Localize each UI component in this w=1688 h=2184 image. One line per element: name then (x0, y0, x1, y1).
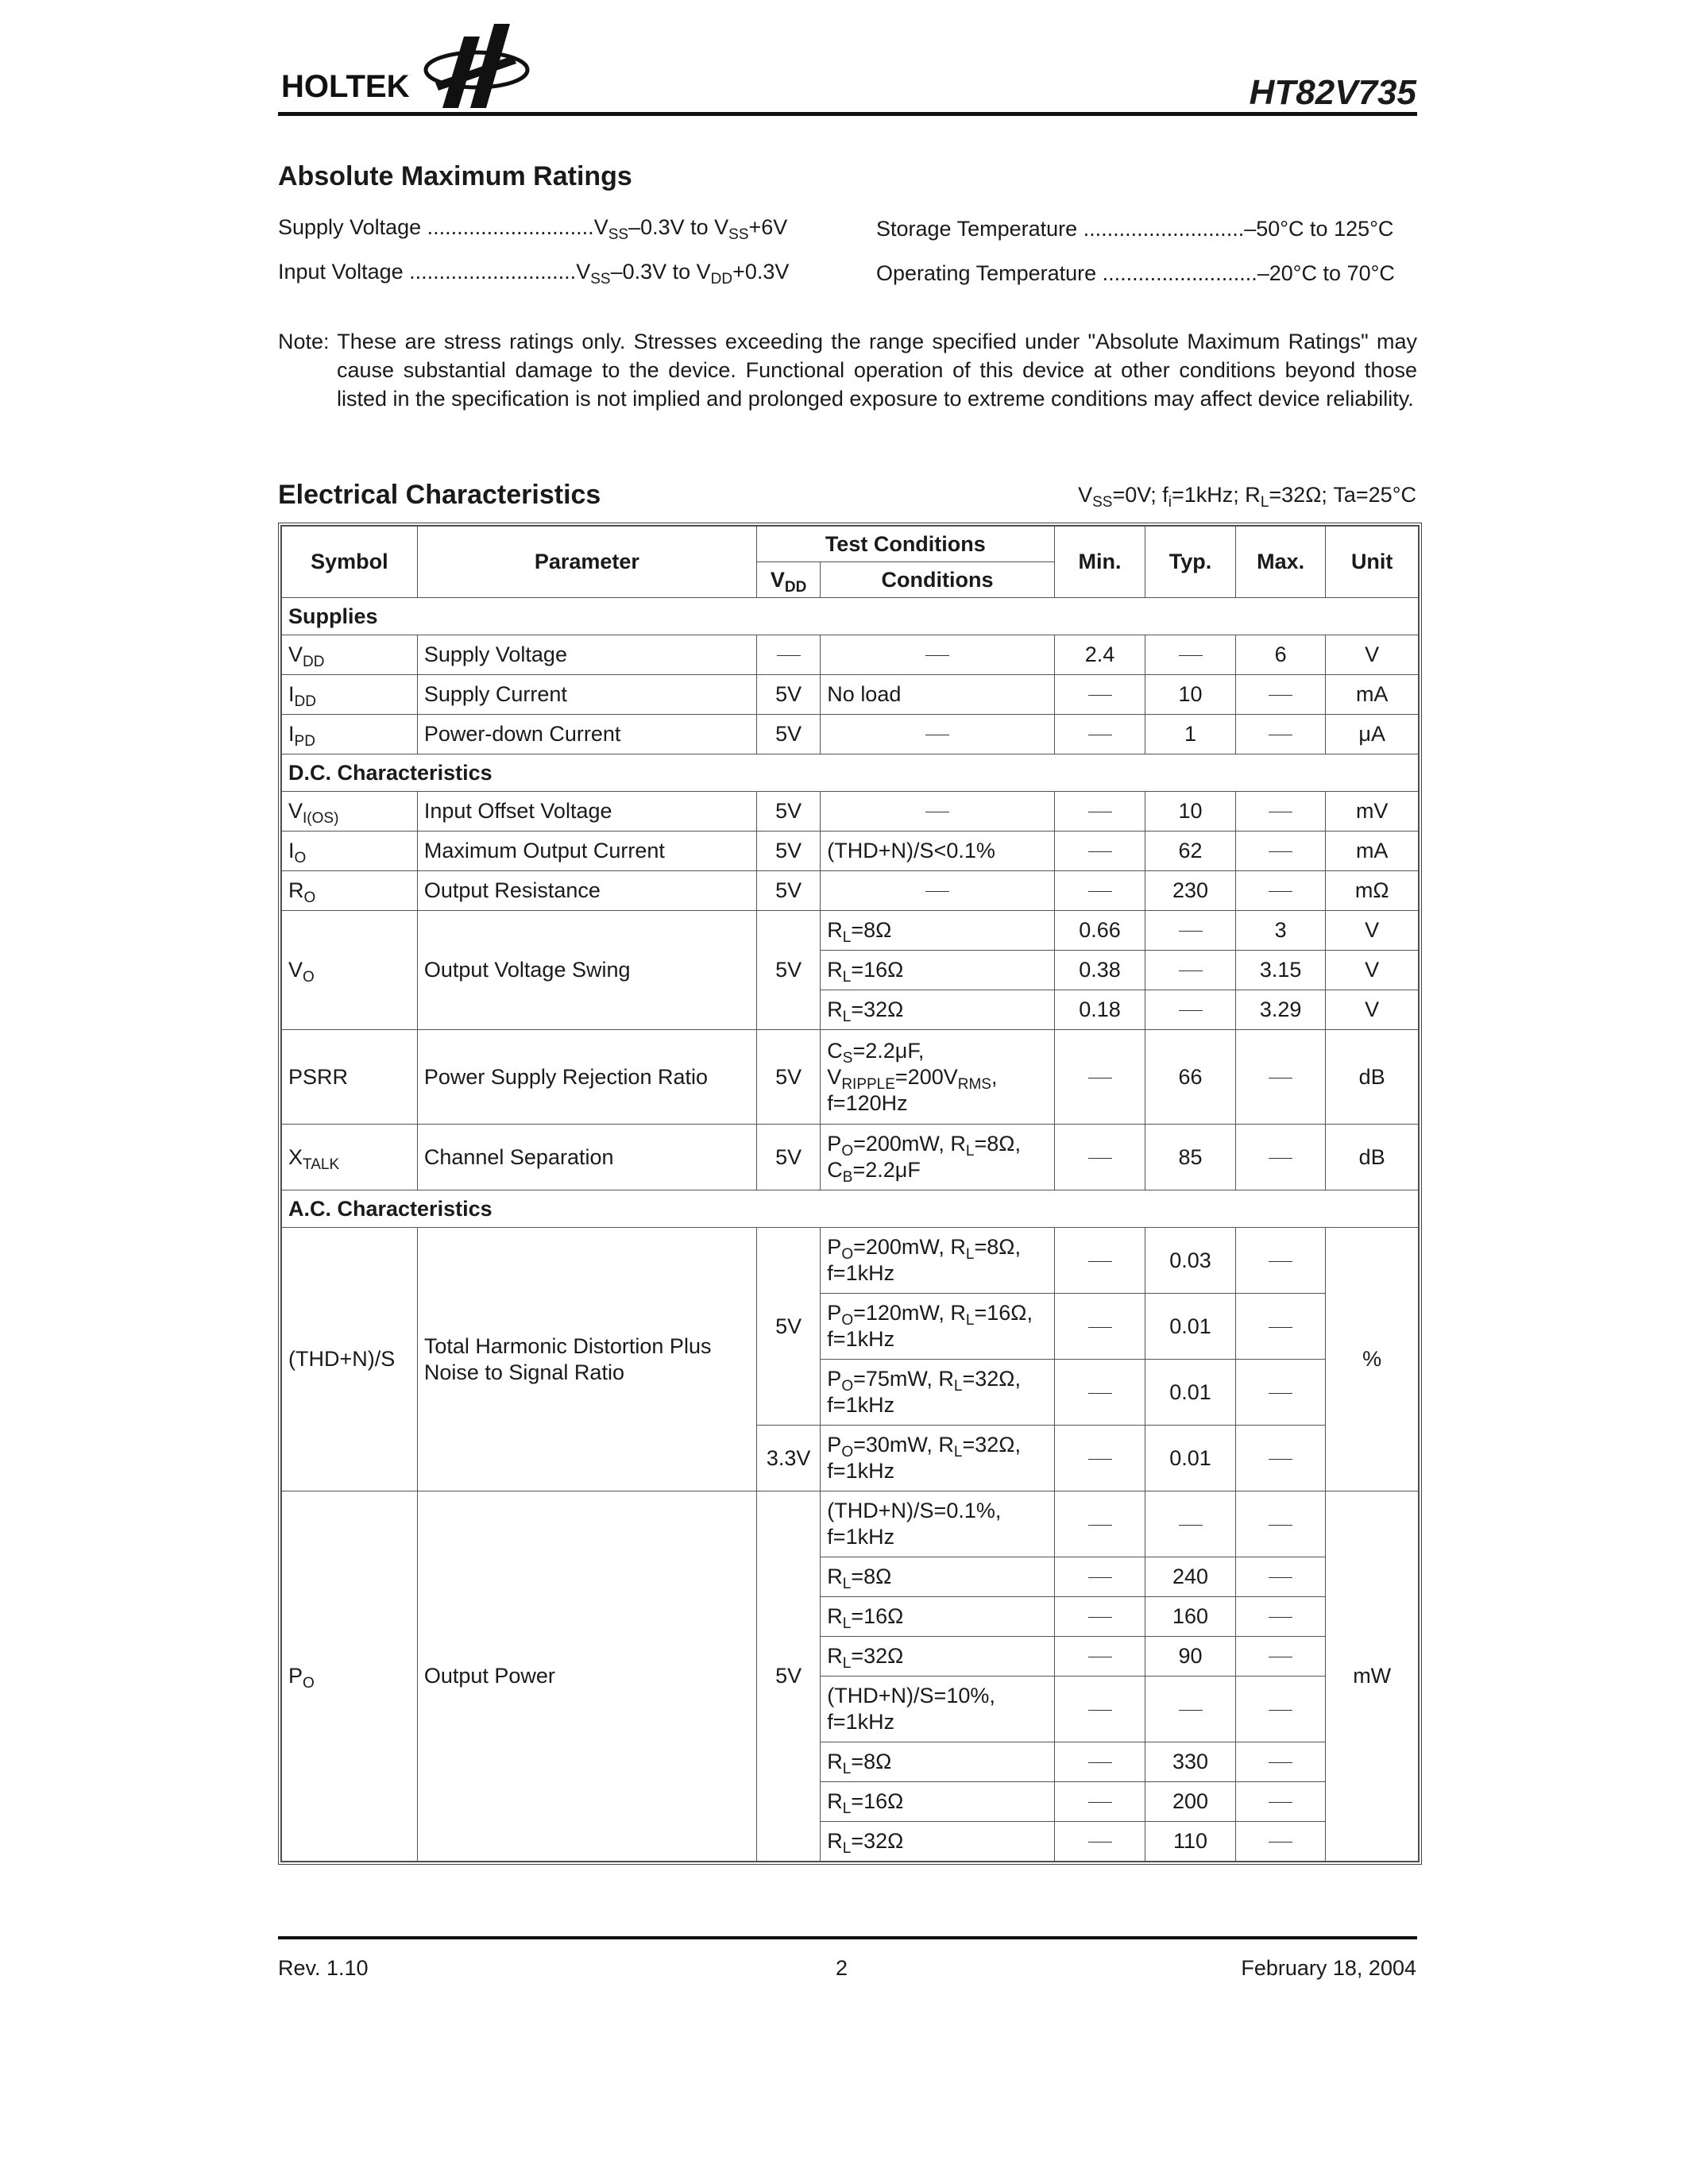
col-header-parameter: Parameter (417, 527, 756, 598)
max-cell: 6 (1235, 635, 1326, 675)
conditions-cell (821, 715, 1054, 754)
electrical-characteristics-table (278, 523, 1422, 1865)
condition-line: (THD+N)/S=10%, (827, 1684, 995, 1707)
dash-mark (1088, 1327, 1112, 1328)
max-cell (1235, 675, 1326, 715)
max-cell: 3.29 (1235, 990, 1326, 1030)
typ-cell: 0.01 (1145, 1426, 1236, 1491)
amr-supply-value: $V_{SS}-0.3V$ to $V_{SS}+6V$ (593, 215, 788, 243)
dash-mark (1269, 1525, 1292, 1526)
conditions-cell: (THD+N)/S<0.1% (821, 832, 1054, 871)
logo-wordmark: HOLTEK (281, 69, 410, 104)
dash-mark (1179, 1710, 1203, 1711)
dash-mark (1088, 891, 1112, 892)
dash-mark (1179, 970, 1203, 971)
symbol-cell: $V_{I(OS)}$ (282, 792, 418, 832)
typ-cell (1145, 990, 1236, 1030)
min-cell: 2.4 (1054, 635, 1145, 675)
dash-mark (1179, 655, 1203, 656)
part-number: HT82V735 (1249, 73, 1416, 112)
amr-operating-label: Operating Temperature .......................... (876, 261, 1257, 285)
typ-cell: 0.01 (1145, 1360, 1236, 1426)
typ-cell: 330 (1145, 1742, 1236, 1782)
ec-conditions: $V_{SS}=0V$; $f_i=1kHz$; $R_L=32\Omega$; Ta=25°C (1078, 483, 1416, 511)
stress-note-text: Note: These are stress ratings only. Stresses exceeding the range specified under "Absolute Maximum Ratings" may cause substantial damage to the device. Functional operation of this device at other conditions beyond those listed in the specification is not implied and prolonged exposure to extreme conditions may affect device reliability. (278, 330, 1417, 411)
max-cell: 3 (1235, 911, 1326, 951)
amr-storage-temperature (876, 217, 1393, 241)
condition-line: f=1kHz (827, 1459, 895, 1483)
amr-supply-voltage (278, 215, 788, 243)
condition-line: (THD+N)/S=0.1%, (827, 1499, 1002, 1522)
min-cell (1054, 1597, 1145, 1637)
dash-mark (1269, 1261, 1292, 1262)
dash-mark (777, 655, 801, 656)
max-cell (1235, 1782, 1326, 1822)
conditions-cell (821, 1294, 1054, 1360)
amr-operating-temperature (876, 261, 1395, 286)
conditions-cell: $R_L=8\Omega$ (821, 1557, 1054, 1597)
dash-mark (1269, 1710, 1292, 1711)
unit-cell: V (1326, 990, 1419, 1030)
dash-mark (1269, 695, 1292, 696)
section-header: D.C. Characteristics (282, 754, 1419, 792)
col-header-min: Min. (1054, 527, 1145, 598)
dash-mark (925, 655, 949, 656)
unit-cell: % (1326, 1228, 1419, 1491)
min-cell (1054, 1125, 1145, 1190)
typ-cell: 66 (1145, 1030, 1236, 1125)
min-cell: 0.66 (1054, 911, 1145, 951)
max-cell (1235, 1426, 1326, 1491)
conditions-cell (821, 1677, 1054, 1742)
symbol-cell: $X_{TALK}$ (282, 1125, 418, 1190)
dash-mark (1088, 1525, 1112, 1526)
table-row (282, 871, 1419, 911)
vdd-cell: 5V (756, 871, 820, 911)
condition-line: f=1kHz (827, 1261, 895, 1285)
typ-cell: 200 (1145, 1782, 1236, 1822)
max-cell (1235, 792, 1326, 832)
parameter-cell: Output Power (417, 1491, 756, 1862)
section-header: Supplies (282, 598, 1419, 635)
typ-cell: 230 (1145, 871, 1236, 911)
symbol-cell: PSRR (282, 1030, 418, 1125)
max-cell (1235, 832, 1326, 871)
table-row (282, 715, 1419, 754)
min-cell (1054, 1822, 1145, 1862)
ec-title: Electrical Characteristics (278, 480, 601, 510)
condition-line: $C_B=2.2\mu F$ (827, 1158, 921, 1186)
amr-supply-label: Supply Voltage ............................ (278, 215, 594, 239)
condition-line: $P_O=75mW$, $R_L=32\Omega$, (827, 1367, 1021, 1395)
table-row (282, 1491, 1419, 1557)
max-cell (1235, 1030, 1326, 1125)
typ-cell (1145, 635, 1236, 675)
typ-cell: 90 (1145, 1637, 1236, 1677)
vdd-cell: 5V (756, 792, 820, 832)
footer-rule (278, 1936, 1417, 1939)
dash-mark (1269, 1802, 1292, 1803)
conditions-cell: $R_L=32\Omega$ (821, 1822, 1054, 1862)
amr-input-label: Input Voltage ............................ (278, 260, 577, 284)
min-cell (1054, 675, 1145, 715)
max-cell (1235, 1557, 1326, 1597)
dash-mark (1088, 1459, 1112, 1460)
min-cell (1054, 1030, 1145, 1125)
max-cell (1235, 1125, 1326, 1190)
conditions-cell: No load (821, 675, 1054, 715)
min-cell (1054, 792, 1145, 832)
typ-cell (1145, 911, 1236, 951)
typ-cell: 0.03 (1145, 1228, 1236, 1294)
parameter-cell: Input Offset Voltage (417, 792, 756, 832)
typ-cell (1145, 1491, 1236, 1557)
max-cell (1235, 1294, 1326, 1360)
dash-mark (1269, 1393, 1292, 1394)
typ-cell: 0.01 (1145, 1294, 1236, 1360)
min-cell (1054, 1742, 1145, 1782)
dash-mark (1088, 695, 1112, 696)
dash-mark (1088, 1393, 1112, 1394)
vdd-cell (756, 635, 820, 675)
symbol-cell: $P_O$ (282, 1491, 418, 1862)
dash-mark (1269, 1459, 1292, 1460)
unit-cell: mV (1326, 792, 1419, 832)
symbol-cell: $I_{DD}$ (282, 675, 418, 715)
table-row (282, 1030, 1419, 1125)
dash-mark (1179, 1525, 1203, 1526)
section-header: A.C. Characteristics (282, 1190, 1419, 1228)
table-row (282, 832, 1419, 871)
typ-cell: 1 (1145, 715, 1236, 754)
table-row (282, 675, 1419, 715)
vdd-cell: 5V (756, 675, 820, 715)
min-cell (1054, 715, 1145, 754)
min-cell (1054, 1426, 1145, 1491)
max-cell (1235, 1637, 1326, 1677)
dash-mark (1269, 1158, 1292, 1159)
dash-mark (1088, 1710, 1112, 1711)
symbol-cell: $I_{PD}$ (282, 715, 418, 754)
conditions-cell (821, 1228, 1054, 1294)
amr-input-voltage (278, 260, 790, 287)
typ-cell: 10 (1145, 675, 1236, 715)
table-row (282, 1228, 1419, 1294)
table-row (282, 635, 1419, 675)
max-cell (1235, 1360, 1326, 1426)
col-header-unit: Unit (1326, 527, 1419, 598)
col-header-conditions: Conditions (821, 562, 1054, 598)
min-cell (1054, 1294, 1145, 1360)
dash-mark (1269, 1762, 1292, 1763)
dash-mark (1088, 1842, 1112, 1843)
max-cell: 3.15 (1235, 951, 1326, 990)
table-row (282, 1125, 1419, 1190)
condition-line: $P_O=200mW$, $R_L=8\Omega$, (827, 1235, 1021, 1263)
parameter-cell: Power Supply Rejection Ratio (417, 1030, 756, 1125)
max-cell (1235, 715, 1326, 754)
vdd-cell: 5V (756, 1125, 820, 1190)
min-cell (1054, 871, 1145, 911)
min-cell (1054, 832, 1145, 871)
col-header-typ: Typ. (1145, 527, 1236, 598)
typ-cell: 160 (1145, 1597, 1236, 1637)
dash-mark (1179, 1010, 1203, 1011)
dash-mark (1269, 851, 1292, 852)
unit-cell: mW (1326, 1491, 1419, 1862)
footer-date: February 18, 2004 (1241, 1956, 1416, 1980)
parameter-cell: Total Harmonic Distortion Plus Noise to Signal Ratio (417, 1228, 756, 1491)
dash-mark (925, 891, 949, 892)
conditions-cell: $R_L=32\Omega$ (821, 1637, 1054, 1677)
min-cell (1054, 1782, 1145, 1822)
condition-line: f=120Hz (827, 1090, 908, 1115)
condition-line: f=1kHz (827, 1393, 895, 1417)
unit-cell: μA (1326, 715, 1419, 754)
unit-cell: V (1326, 635, 1419, 675)
amr-storage-label: Storage Temperature ........................... (876, 217, 1245, 241)
footer-revision: Rev. 1.10 (278, 1956, 369, 1980)
conditions-cell (821, 1030, 1054, 1125)
vdd-cell: 5V (756, 715, 820, 754)
typ-cell: 110 (1145, 1822, 1236, 1862)
condition-line: $P_O=200mW$, $R_L=8\Omega$, (827, 1132, 1021, 1160)
amr-title: Absolute Maximum Ratings (278, 161, 632, 191)
max-cell (1235, 1228, 1326, 1294)
vdd-cell: 5V (756, 1228, 820, 1426)
holtek-logo-mark-icon (280, 21, 534, 108)
symbol-cell: $R_O$ (282, 871, 418, 911)
unit-cell: mA (1326, 675, 1419, 715)
min-cell (1054, 1557, 1145, 1597)
dash-mark (1179, 931, 1203, 932)
vdd-cell: 5V (756, 911, 820, 1030)
footer-page-number: 2 (836, 1956, 848, 1980)
min-cell: 0.38 (1054, 951, 1145, 990)
dash-mark (1088, 851, 1112, 852)
min-cell (1054, 1637, 1145, 1677)
table-row (282, 911, 1419, 951)
typ-cell: 62 (1145, 832, 1236, 871)
typ-cell: 10 (1145, 792, 1236, 832)
vdd-cell: 3.3V (756, 1426, 820, 1491)
condition-line: f=1kHz (827, 1525, 895, 1549)
condition-line: f=1kHz (827, 1710, 895, 1734)
parameter-cell: Output Resistance (417, 871, 756, 911)
symbol-cell: $V_O$ (282, 911, 418, 1030)
max-cell (1235, 1742, 1326, 1782)
max-cell (1235, 1822, 1326, 1862)
typ-cell (1145, 951, 1236, 990)
typ-cell: 85 (1145, 1125, 1236, 1190)
symbol-cell: (THD+N)/S (282, 1228, 418, 1491)
conditions-cell: $R_L=8\Omega$ (821, 911, 1054, 951)
unit-cell: V (1326, 951, 1419, 990)
conditions-cell (821, 1360, 1054, 1426)
vdd-cell: 5V (756, 1030, 820, 1125)
col-header-vdd: $V_{DD}$ (756, 562, 820, 598)
symbol-cell: $V_{DD}$ (282, 635, 418, 675)
dash-mark (1269, 891, 1292, 892)
parameter-cell: Supply Voltage (417, 635, 756, 675)
dash-mark (1088, 1802, 1112, 1803)
min-cell: 0.18 (1054, 990, 1145, 1030)
dash-mark (1269, 1327, 1292, 1328)
min-cell (1054, 1360, 1145, 1426)
parameter-cell: Channel Separation (417, 1125, 756, 1190)
max-cell (1235, 1491, 1326, 1557)
min-cell (1054, 1228, 1145, 1294)
dash-mark (1269, 1577, 1292, 1578)
min-cell (1054, 1491, 1145, 1557)
unit-cell: dB (1326, 1030, 1419, 1125)
parameter-cell: Output Voltage Swing (417, 911, 756, 1030)
max-cell (1235, 871, 1326, 911)
unit-cell: mΩ (1326, 871, 1419, 911)
condition-line: $V_{RIPPLE}=200V_{RMS}$, (827, 1064, 998, 1093)
vdd-cell: 5V (756, 1491, 820, 1862)
col-header-test-conditions: Test Conditions (756, 527, 1054, 562)
dash-mark (1088, 1261, 1112, 1262)
unit-cell: V (1326, 911, 1419, 951)
symbol-cell: $I_O$ (282, 832, 418, 871)
max-cell (1235, 1677, 1326, 1742)
holtek-logo (280, 21, 534, 108)
dash-mark (1269, 1842, 1292, 1843)
col-header-symbol: Symbol (282, 527, 418, 598)
conditions-cell (821, 792, 1054, 832)
conditions-cell (821, 1426, 1054, 1491)
section-row-ac (282, 1190, 1419, 1228)
conditions-cell: $R_L=8\Omega$ (821, 1742, 1054, 1782)
col-header-max: Max. (1235, 527, 1326, 598)
parameter-cell: Supply Current (417, 675, 756, 715)
conditions-cell: $R_L=16\Omega$ (821, 1782, 1054, 1822)
dash-mark (1088, 1158, 1112, 1159)
table-row (282, 792, 1419, 832)
unit-cell: dB (1326, 1125, 1419, 1190)
vdd-cell: 5V (756, 832, 820, 871)
conditions-cell: $R_L=16\Omega$ (821, 1597, 1054, 1637)
section-row-dc (282, 754, 1419, 792)
section-row-supplies (282, 598, 1419, 635)
dash-mark (1088, 1617, 1112, 1618)
max-cell (1235, 1597, 1326, 1637)
conditions-cell (821, 871, 1054, 911)
header-rule (278, 112, 1417, 116)
condition-line: f=1kHz (827, 1327, 895, 1351)
amr-storage-value: –50°C to 125°C (1244, 217, 1394, 241)
amr-operating-value: –20°C to 70°C (1257, 261, 1395, 285)
typ-cell: 240 (1145, 1557, 1236, 1597)
dash-mark (1088, 1577, 1112, 1578)
conditions-cell: $R_L=16\Omega$ (821, 951, 1054, 990)
dash-mark (1269, 1617, 1292, 1618)
condition-line: $P_O=30mW$, $R_L=32\Omega$, (827, 1433, 1021, 1461)
amr-input-value: $V_{SS}-0.3V$ to $V_{DD}+0.3V$ (576, 260, 790, 287)
conditions-cell (821, 1491, 1054, 1557)
conditions-cell: $R_L=32\Omega$ (821, 990, 1054, 1030)
typ-cell (1145, 1677, 1236, 1742)
conditions-cell (821, 1125, 1054, 1190)
condition-line: $C_S=2.2\mu F$, (827, 1038, 925, 1067)
condition-line: $P_O=120mW$, $R_L=16\Omega$, (827, 1301, 1033, 1329)
parameter-cell: Maximum Output Current (417, 832, 756, 871)
conditions-cell (821, 635, 1054, 675)
parameter-cell: Power-down Current (417, 715, 756, 754)
stress-note (278, 327, 1417, 413)
dash-mark (1088, 1762, 1112, 1763)
min-cell (1054, 1677, 1145, 1742)
unit-cell: mA (1326, 832, 1419, 871)
